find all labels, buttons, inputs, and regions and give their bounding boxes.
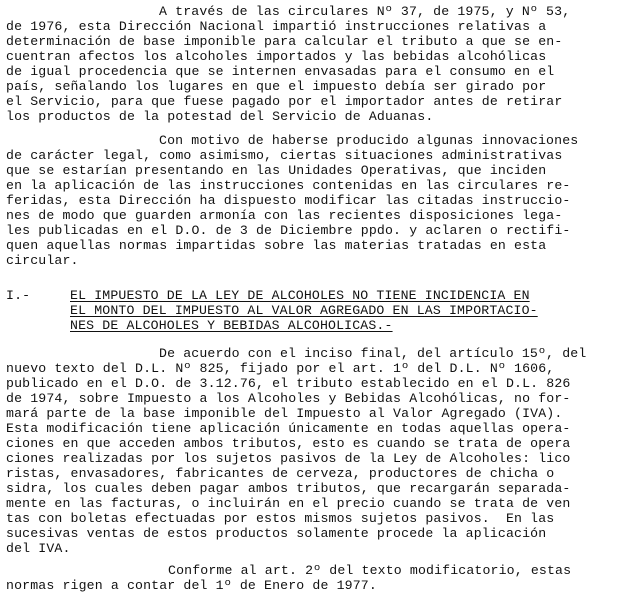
section-body-line: ciones en que acceden ambos tributos, esto es cuando se trata de opera — [6, 436, 571, 451]
paragraph-2-line: Con motivo de haberse producido algunas innovaciones — [159, 133, 579, 148]
section-heading-line: EL MONTO DEL IMPUESTO AL VALOR AGREGADO EN LAS IMPORTACIO- — [70, 303, 538, 318]
section-body-line: mente en las facturas, o incluirán en el precio cuando se trata de ven — [6, 496, 571, 511]
paragraph-2-line: nes de modo que guarden armonía con las recientes disposiciones lega- — [6, 208, 563, 223]
section-heading-line: NES DE ALCOHOLES Y BEBIDAS ALCOHOLICAS.- — [70, 318, 393, 333]
section-body-line: publicado en el D.O. de 3.12.76, el tributo establecido en el D.L. 826 — [6, 376, 571, 391]
section-body-line: de 1974, sobre Impuesto a los Alcoholes y Bebidas Alcohólicas, no for- — [6, 391, 571, 406]
section-body-line: De acuerdo con el inciso final, del artículo 15º, del — [159, 346, 587, 361]
section-body-line: sidra, los cuales deben pagar ambos tributos, que recargarán separada- — [6, 481, 571, 496]
paragraph-1-line: de igual procedencia que se internen envasadas para el consumo en el — [6, 64, 555, 79]
paragraph-2-line: que se estarían presentando en las Unidades Operativas, que inciden — [6, 163, 547, 178]
section-number: I.- — [6, 288, 31, 303]
paragraph-1-line: de 1976, esta Dirección Nacional impartió instrucciones relativas a — [6, 19, 547, 34]
section-body-line: ciones realizadas por los sujetos pasivos de la Ley de Alcoholes: lico — [6, 451, 571, 466]
section-heading-line: EL IMPUESTO DE LA LEY DE ALCOHOLES NO TIENE INCIDENCIA EN — [70, 288, 530, 303]
section-body-line: del IVA. — [6, 541, 71, 556]
paragraph-1-line: país, señalando los lugares en que el impuesto debía ser girado por — [6, 79, 547, 94]
section-body-line: nuevo texto del D.L. Nº 825, fijado por el art. 1º del D.L. Nº 1606, — [6, 361, 555, 376]
paragraph-2-line: de carácter legal, como asimismo, ciertas situaciones administrativas — [6, 148, 563, 163]
section-body-line: ristas, envasadores, fabricantes de cerveza, productores de chicha o — [6, 466, 555, 481]
section-body-line: sucesivas ventas de estos productos solamente procede la aplicación — [6, 526, 547, 541]
paragraph-1-line: cuentran afectos los alcoholes importados y las bebidas alcohólicas — [6, 49, 547, 64]
paragraph-1-line: los productos de la potestad del Servicio de Aduanas. — [6, 109, 434, 124]
paragraph-2-line: en la aplicación de las instrucciones contenidas en las circulares re- — [6, 178, 571, 193]
final-paragraph-line: Conforme al art. 2º del texto modificatorio, estas — [168, 563, 572, 578]
paragraph-2-line: quen aquellas normas impartidas sobre las materias tratadas en esta — [6, 238, 547, 253]
paragraph-1-line: A través de las circulares Nº 37, de 1975, y Nº 53, — [159, 4, 571, 19]
section-body-line: Esta modificación tiene aplicación únicamente en todas aquellas opera- — [6, 421, 571, 436]
final-paragraph-line: normas rigen a contar del 1º de Enero de 1977. — [6, 578, 377, 593]
paragraph-1-line: determinación de base imponible para calcular el tributo a que se en- — [6, 34, 563, 49]
paragraph-2-line: feridas, esta Dirección ha dispuesto modificar las citadas instruccio- — [6, 193, 571, 208]
paragraph-1-line: el Servicio, para que fuese pagado por el importador antes de retirar — [6, 94, 563, 109]
paragraph-2-line: les publicadas en el D.O. de 3 de Diciembre ppdo. y aclaren o rectifi- — [6, 223, 571, 238]
paragraph-2-line: circular. — [6, 253, 79, 268]
section-body-line: tas con boletas efectuadas por estos mismos sujetos pasivos. En las — [6, 511, 555, 526]
section-body-line: mará parte de la base imponible del Impuesto al Valor Agregado (IVA). — [6, 406, 563, 421]
